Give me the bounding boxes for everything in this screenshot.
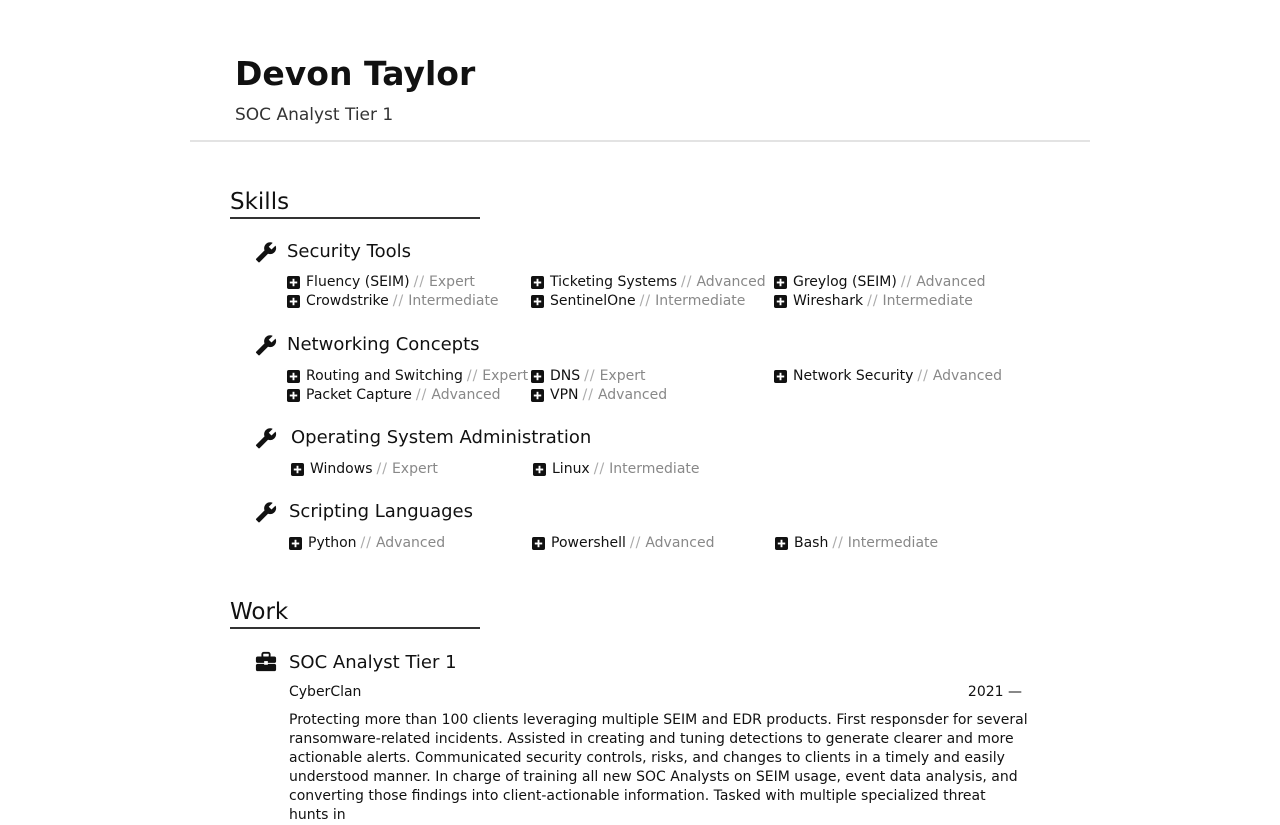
wrench-icon xyxy=(255,427,277,449)
skills-section-title: Skills xyxy=(230,187,480,219)
keyword-separator: // xyxy=(415,387,428,403)
keyword-level: Intermediate xyxy=(847,535,939,551)
keyword-level: Intermediate xyxy=(882,293,973,309)
plus-square-icon xyxy=(291,463,304,476)
job-position: SOC Analyst Tier 1 xyxy=(289,652,457,673)
person-name: Devon Taylor xyxy=(235,54,476,93)
plus-square-icon xyxy=(533,463,546,476)
resume-header xyxy=(190,0,1090,142)
plus-square-icon xyxy=(532,537,545,550)
keyword-level: Intermediate xyxy=(609,461,700,477)
keyword-name: Fluency (SEIM) xyxy=(306,274,410,290)
keyword-level: Advanced xyxy=(696,274,766,290)
wrench-icon xyxy=(255,501,277,523)
keyword-separator: // xyxy=(639,293,652,309)
keyword-level: Expert xyxy=(391,461,438,477)
wrench-icon xyxy=(255,334,277,356)
plus-square-icon xyxy=(289,537,302,550)
plus-square-icon xyxy=(287,276,300,289)
briefcase-icon xyxy=(255,651,277,673)
plus-square-icon xyxy=(774,276,787,289)
keyword-name: Routing and Switching xyxy=(306,368,463,384)
keyword-name: VPN xyxy=(550,387,579,403)
keyword-separator: // xyxy=(593,461,606,477)
skill-keyword xyxy=(287,367,528,386)
plus-square-icon xyxy=(287,370,300,383)
keyword-name: Ticketing Systems xyxy=(550,274,678,290)
skill-group-title: Scripting Languages xyxy=(289,501,473,522)
keyword-separator: // xyxy=(832,535,844,551)
skill-keyword xyxy=(287,273,475,292)
person-label: SOC Analyst Tier 1 xyxy=(235,105,394,125)
skill-keyword xyxy=(532,534,714,553)
keyword-separator: // xyxy=(584,368,596,384)
keyword-level: Advanced xyxy=(597,387,668,403)
keyword-name: SentinelOne xyxy=(550,293,636,309)
keyword-name: Python xyxy=(308,535,357,551)
plus-square-icon xyxy=(531,370,544,383)
keyword-level: Expert xyxy=(599,368,646,384)
keyword-name: Wireshark xyxy=(793,293,864,309)
keyword-level: Advanced xyxy=(916,274,986,290)
skill-group-title: Operating System Administration xyxy=(291,427,592,448)
keyword-name: DNS xyxy=(550,368,581,384)
keyword-name: Windows xyxy=(310,461,373,477)
skill-keyword xyxy=(775,534,938,553)
skill-keyword xyxy=(287,386,501,405)
skill-keyword xyxy=(533,460,700,479)
keyword-name: Bash xyxy=(794,535,829,551)
plus-square-icon xyxy=(774,295,787,308)
skill-keyword xyxy=(774,273,985,292)
plus-square-icon xyxy=(775,537,788,550)
keyword-separator: // xyxy=(392,293,405,309)
keyword-level: Advanced xyxy=(431,387,501,403)
keyword-name: Crowdstrike xyxy=(306,293,389,309)
job-dates: 2021 — xyxy=(967,684,1022,700)
keyword-level: Intermediate xyxy=(655,293,746,309)
plus-square-icon xyxy=(774,370,787,383)
keyword-name: Linux xyxy=(552,461,590,477)
keyword-name: Network Security xyxy=(793,368,914,384)
keyword-level: Intermediate xyxy=(408,293,499,309)
keyword-level: Expert xyxy=(429,274,475,290)
keyword-level: Expert xyxy=(482,368,529,384)
keyword-level: Advanced xyxy=(932,368,1002,384)
plus-square-icon xyxy=(531,295,544,308)
keyword-separator: // xyxy=(376,461,388,477)
keyword-level: Advanced xyxy=(645,535,715,551)
job-company: CyberClan xyxy=(289,684,362,700)
keyword-name: Packet Capture xyxy=(306,387,412,403)
skill-keyword xyxy=(287,292,499,311)
skill-keyword xyxy=(531,273,766,292)
skill-keyword xyxy=(774,292,973,311)
keyword-name: Powershell xyxy=(551,535,626,551)
skill-keyword xyxy=(774,367,1002,386)
keyword-separator: // xyxy=(917,368,929,384)
skill-group-title: Networking Concepts xyxy=(287,334,480,355)
keyword-separator: // xyxy=(582,387,594,403)
plus-square-icon xyxy=(531,389,544,402)
work-section-title: Work xyxy=(230,597,480,629)
job-summary: Protecting more than 100 clients leveraging multiple SEIM and EDR products. First responsder for several ransomware-related incidents. Assisted in creating and tuning detections to generate clearer and more actionable alerts. Communicated security controls, risks, and changes to clients in a timely and easily understood manner. In charge of training all new SOC Analysts on SEIM usage, event data analysis, and converting those findings into client-actionable information. Tasked with multiple specialized threat hunts in xyxy=(289,712,1028,823)
keyword-separator: // xyxy=(413,274,426,290)
keyword-separator: // xyxy=(867,293,879,309)
plus-square-icon xyxy=(287,389,300,402)
skill-keyword xyxy=(291,460,438,479)
skill-keyword xyxy=(531,292,745,311)
keyword-separator: // xyxy=(900,274,913,290)
plus-square-icon xyxy=(287,295,300,308)
skill-keyword xyxy=(531,386,667,405)
skill-keyword xyxy=(531,367,645,386)
keyword-separator: // xyxy=(360,535,372,551)
keyword-separator: // xyxy=(681,274,693,290)
keyword-level: Advanced xyxy=(375,535,446,551)
keyword-name: Greylog (SEIM) xyxy=(793,274,897,290)
keyword-separator: // xyxy=(629,535,642,551)
keyword-separator: // xyxy=(466,368,479,384)
plus-square-icon xyxy=(531,276,544,289)
skill-keyword xyxy=(289,534,445,553)
wrench-icon xyxy=(255,241,277,263)
skill-group-title: Security Tools xyxy=(287,241,411,262)
